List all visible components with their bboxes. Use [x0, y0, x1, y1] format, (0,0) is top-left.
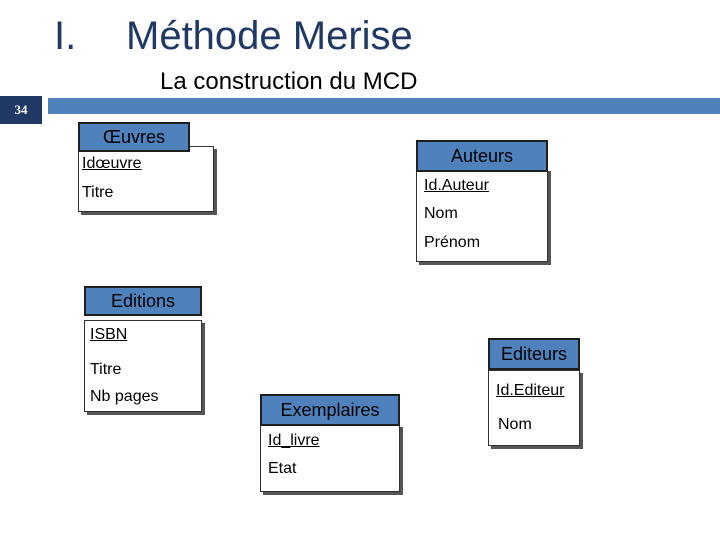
entity-oeuvres-attr-titre: Titre — [82, 184, 114, 201]
slide-title: Méthode Merise — [126, 14, 413, 58]
entity-auteurs-key: Id.Auteur — [424, 177, 489, 194]
title-number: I. — [54, 14, 77, 58]
entity-exemplaires-header: Exemplaires — [260, 394, 400, 426]
entity-oeuvres-header: Œuvres — [78, 122, 190, 152]
entity-editions-header: Editions — [84, 286, 202, 316]
page-number: 34 — [0, 96, 42, 124]
entity-editeurs-key: Id.Editeur — [496, 382, 565, 399]
entity-editeurs-attr-nom: Nom — [498, 416, 532, 433]
entity-oeuvres-key: Idœuvre — [82, 155, 142, 172]
entity-auteurs-header: Auteurs — [416, 140, 548, 172]
entity-exemplaires-key: Id_livre — [268, 432, 320, 449]
entity-editions-attr-nb-pages: Nb pages — [90, 388, 159, 405]
slide-subtitle: La construction du MCD — [160, 68, 418, 95]
header-bar — [48, 98, 720, 114]
entity-auteurs-attr-prenom: Prénom — [424, 234, 481, 251]
entity-editeurs-header: Editeurs — [488, 338, 580, 370]
entity-exemplaires-attr-etat: Etat — [268, 460, 297, 477]
entity-auteurs-attr-nom: Nom — [424, 205, 458, 222]
entity-editions-attr-titre: Titre — [90, 361, 122, 378]
entity-editions-key: ISBN — [90, 326, 128, 343]
